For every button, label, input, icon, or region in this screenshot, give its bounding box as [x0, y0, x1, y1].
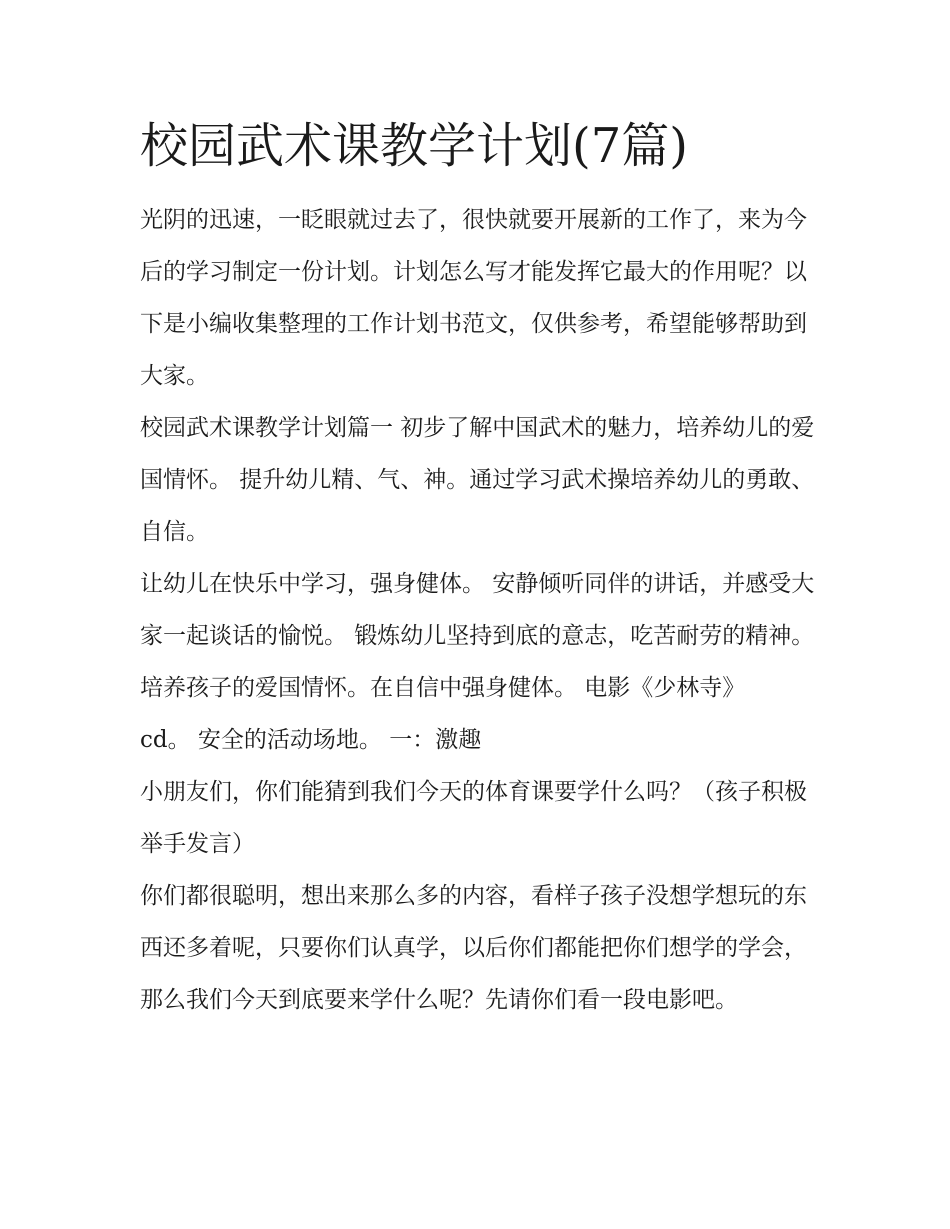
paragraph-preparation: 培养孩子的爱国情怀。在自信中强身健体。 电影《少林寺》cd。 安全的活动场地。 一：激趣 — [140, 675, 746, 753]
paragraph-movie-intro: 你们都很聪明，想出来那么多的内容，看样子孩子没想学想玩的东西还多着呢，只要你们认真学，以后你们都能把你们想学的学会，那么我们今天到底要来学什么呢？先请你们看一段电影吧。 — [140, 883, 807, 1013]
document-page — [140, 112, 820, 1026]
paragraph-plan-one-aims: 让幼儿在快乐中学习，强身健体。 安静倾听同伴的讲话，并感受大家一起谈话的愉悦。 锻炼幼儿坚持到底的意志，吃苦耐劳的精神。 — [140, 571, 815, 649]
paragraph-question: 小朋友们，你们能猜到我们今天的体育课要学什么吗？（孩子积极举手发言） — [140, 779, 807, 857]
paragraph-intro: 光阴的迅速，一眨眼就过去了，很快就要开展新的工作了，来为今后的学习制定一份计划。计划怎么写才能发挥它最大的作用呢？以下是小编收集整理的工作计划书范文，仅供参考，希望能够帮助到大家。 — [140, 207, 807, 389]
paragraph-plan-one-goals: 校园武术课教学计划篇一 初步了解中国武术的魅力，培养幼儿的爱国情怀。 提升幼儿精、气、神。通过学习武术操培养幼儿的勇敢、自信。 — [140, 415, 815, 545]
document-title: 校园武术课教学计划(7篇) — [140, 118, 688, 174]
